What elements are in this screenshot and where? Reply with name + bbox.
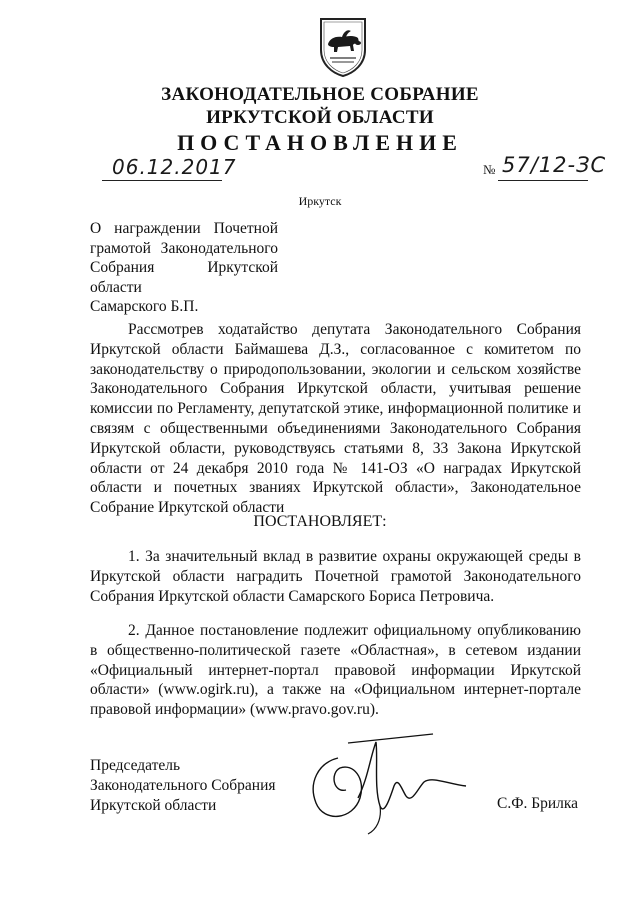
document-type: ПОСТАНОВЛЕНИЕ (177, 130, 463, 155)
signer-title-line: Законодательного Собрания (90, 777, 276, 794)
organization-name-line2: ИРКУТСКОЙ ОБЛАСТИ (206, 107, 434, 128)
signer-title-line: Иркутской области (90, 797, 217, 814)
number-underline (498, 180, 588, 181)
document-city: Иркутск (298, 194, 342, 208)
resolution-item-2: 2. Данное постановление подлежит официальному опубликованию в общественно-политической газете «Областная», в сетевом издании «Официальный интернет-портал правовой информации Иркутской области» (www.ogirk.ru), а также на «Официальном интернет-портале правовой информации» (www.pravo.gov.ru). (90, 622, 581, 719)
document-subject (90, 219, 278, 317)
organization-name-line1: ЗАКОНОДАТЕЛЬНОЕ СОБРАНИЕ (161, 84, 479, 105)
signer-title (90, 756, 276, 816)
coat-of-arms-icon (318, 16, 368, 78)
subject-line: Собрания Иркутской области (90, 259, 278, 296)
subject-line: Самарского Б.П. (90, 298, 199, 315)
subject-line: О награждении Почетной (90, 220, 278, 237)
document-date: 06.12.2017 (112, 155, 237, 179)
signer-name: С.Ф. Брилка (497, 795, 579, 812)
signer-title-line: Председатель (90, 757, 181, 774)
handwritten-signature-icon (298, 728, 528, 838)
resolution-item-1: 1. За значительный вклад в развитие охраны окружающей среды в Иркутской области наградить Почетной грамотой Законодательного Собрания Иркутской области Самарского Бориса Петровича. (90, 548, 581, 605)
preamble-paragraph: Рассмотрев ходатайство депутата Законодательного Собрания Иркутской области Баймашева Д.З., согласованное с комитетом по законодательству о природопользовании, экологии и сельском хозяйстве Законодательного Собрания Иркутской области, учитывая решение комиссии по Регламенту, депутатской этике, информационной политике и связям с общественными объединениями Законодательного Собрания Иркутской области, руководствуясь статьями 8, 33 Закона Иркутской области от 24 декабря 2010 года № 141-ОЗ «О наградах Иркутской области и почетных званиях Иркутской области», Законодательное Собрание Иркутской области (90, 321, 581, 517)
number-label: № (483, 162, 496, 177)
subject-line: грамотой Законодательного (90, 239, 278, 257)
date-underline (102, 180, 222, 181)
resolves-heading: ПОСТАНОВЛЯЕТ: (253, 513, 387, 530)
document-number: 57/12-ЗС (502, 153, 607, 177)
